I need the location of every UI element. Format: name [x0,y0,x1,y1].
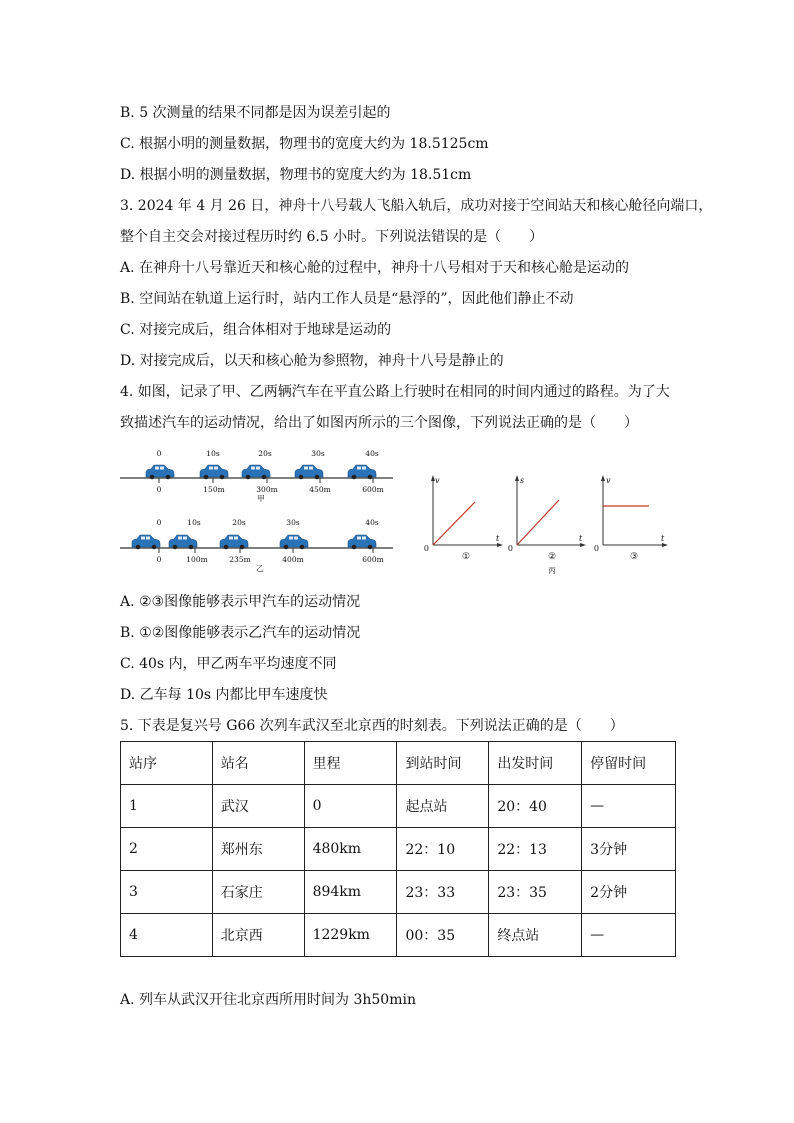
jia-dist-3: 450m [309,485,331,494]
graph-3-origin: 0 [593,544,599,553]
car-yi-track [120,518,393,573]
yi-time-3: 30s [286,518,300,527]
car-yi-2 [220,535,248,549]
table-cell: 22：13 [489,828,582,871]
car-yi-3 [280,535,308,549]
table-cell: 石家庄 [212,871,304,914]
question-4-line-2: 致描述汽车的运动情况，给出了如图丙所示的三个图像，下列说法正确的是（ ） [120,415,638,431]
yi-time-2: 20s [232,518,246,527]
table-cell: 2分钟 [582,871,676,914]
graph-1-ylabel: v [435,476,440,485]
table-row [121,871,676,914]
table-cell: — [582,785,676,828]
car-jia-track [120,449,393,503]
car-yi-4 [348,535,376,549]
jia-dist-4: 600m [362,485,384,494]
table-cell: 3 [121,871,213,914]
header-mileage: 里程 [304,742,397,785]
table-cell: 0 [304,785,397,828]
yi-label: 乙 [256,564,264,573]
yi-dist-1: 100m [186,555,208,564]
jia-time-2: 20s [258,449,272,458]
graph-3-ylabel: v [606,476,611,485]
option-b-q2: B. 5 次测量的结果不同都是因为误差引起的 [120,105,391,121]
table-cell: 1229km [304,914,397,957]
car-jia-2 [242,465,270,479]
graph-2-ylabel: s [520,476,525,485]
graph-2-origin: 0 [507,544,513,553]
question-3-line-1: 3. 2024 年 4 月 26 日，神舟十八号载人飞船入轨后，成功对接于空间站天和核心舱径向端口， [120,198,713,214]
motion-figure [115,443,675,583]
option-a-q4: A. ②③图像能够表示甲汽车的运动情况 [120,594,361,610]
jia-dist-2: 300m [256,485,278,494]
option-d-q4: D. 乙车每 10s 内都比甲车速度快 [120,687,328,703]
option-c-q2: C. 根据小明的测量数据，物理书的宽度大约为 18.5125cm [120,136,489,152]
yi-time-0: 0 [156,518,162,527]
header-station-name: 站名 [212,742,304,785]
option-b-q4: B. ①②图像能够表示乙汽车的运动情况 [120,625,361,641]
table-header-row [121,742,676,785]
table-cell: 郑州东 [212,828,304,871]
jia-time-1: 10s [206,449,220,458]
graph-2-xlabel: t [579,534,583,543]
graph-1-origin: 0 [423,544,429,553]
graphs-label: 丙 [548,566,556,575]
option-b-q3: B. 空间站在轨道上运行时，站内工作人员是“悬浮的”，因此他们静止不动 [120,291,574,307]
option-a-q3: A. 在神舟十八号靠近天和核心舱的过程中，神舟十八号相对于天和核心舱是运动的 [120,260,630,276]
table-cell: 00：35 [397,914,489,957]
car-jia-0 [146,465,174,479]
car-yi-1 [169,535,197,549]
table-cell: 起点站 [397,785,489,828]
car-jia-3 [295,465,323,479]
table-cell: 23：33 [397,871,489,914]
graph-3-vt [594,475,668,562]
jia-label: 甲 [257,494,265,503]
option-c-q4: C. 40s 内，甲乙两车平均速度不同 [120,656,337,672]
jia-time-4: 40s [365,449,379,458]
graph-1-vt [424,475,503,562]
car-jia-4 [348,465,376,479]
table-cell: 2 [121,828,213,871]
jia-dist-1: 150m [203,485,225,494]
jia-time-0: 0 [156,449,162,458]
yi-dist-2: 235m [229,555,251,564]
table-row [121,828,676,871]
car-yi-0 [132,535,160,549]
table-cell: 武汉 [212,785,304,828]
car-jia-1 [200,465,228,479]
yi-time-1: 10s [187,518,201,527]
graph-3-tag: ③ [629,552,639,562]
graph-1-xlabel: t [496,534,500,543]
table-row [121,914,676,957]
question-3-line-2: 整个自主交会对接过程历时约 6.5 小时。下列说法错误的是（ ） [120,229,544,245]
question-5: 5. 下表是复兴号 G66 次列车武汉至北京西的时刻表。下列说法正确的是（ ） [120,718,624,734]
table-cell: 22：10 [397,828,489,871]
train-timetable [120,741,676,957]
table-cell: 20：40 [489,785,582,828]
table-cell: 4 [121,914,213,957]
table-cell: 23：35 [489,871,582,914]
header-arrival: 到站时间 [397,742,489,785]
option-a-q5: A. 列车从武汉开往北京西所用时间为 3h50min [120,992,416,1008]
table-cell: 1 [121,785,213,828]
yi-time-4: 40s [365,518,379,527]
table-row [121,785,676,828]
jia-dist-0: 0 [156,485,162,494]
table-cell: 终点站 [489,914,582,957]
table-cell: — [582,914,676,957]
table-cell: 3分钟 [582,828,676,871]
header-station-no: 站序 [121,742,213,785]
yi-dist-3: 400m [282,555,304,564]
jia-time-3: 30s [311,449,325,458]
header-stop-time: 停留时间 [582,742,676,785]
table-cell: 480km [304,828,397,871]
graph-2-st [508,475,586,562]
yi-dist-4: 600m [362,555,384,564]
table-cell: 894km [304,871,397,914]
option-d-q3: D. 对接完成后，以天和核心舱为参照物，神舟十八号是静止的 [120,353,504,369]
table-cell: 北京西 [212,914,304,957]
option-d-q2: D. 根据小明的测量数据，物理书的宽度大约为 18.51cm [120,167,472,183]
graph-3-xlabel: t [661,534,665,543]
graph-2-tag: ② [547,552,557,562]
graph-1-tag: ① [461,552,471,562]
header-departure: 出发时间 [489,742,582,785]
option-c-q3: C. 对接完成后，组合体相对于地球是运动的 [120,322,392,338]
yi-dist-0: 0 [156,555,162,564]
question-4-line-1: 4. 如图，记录了甲、乙两辆汽车在平直公路上行驶时在相同的时间内通过的路程。为了大 [120,384,670,400]
